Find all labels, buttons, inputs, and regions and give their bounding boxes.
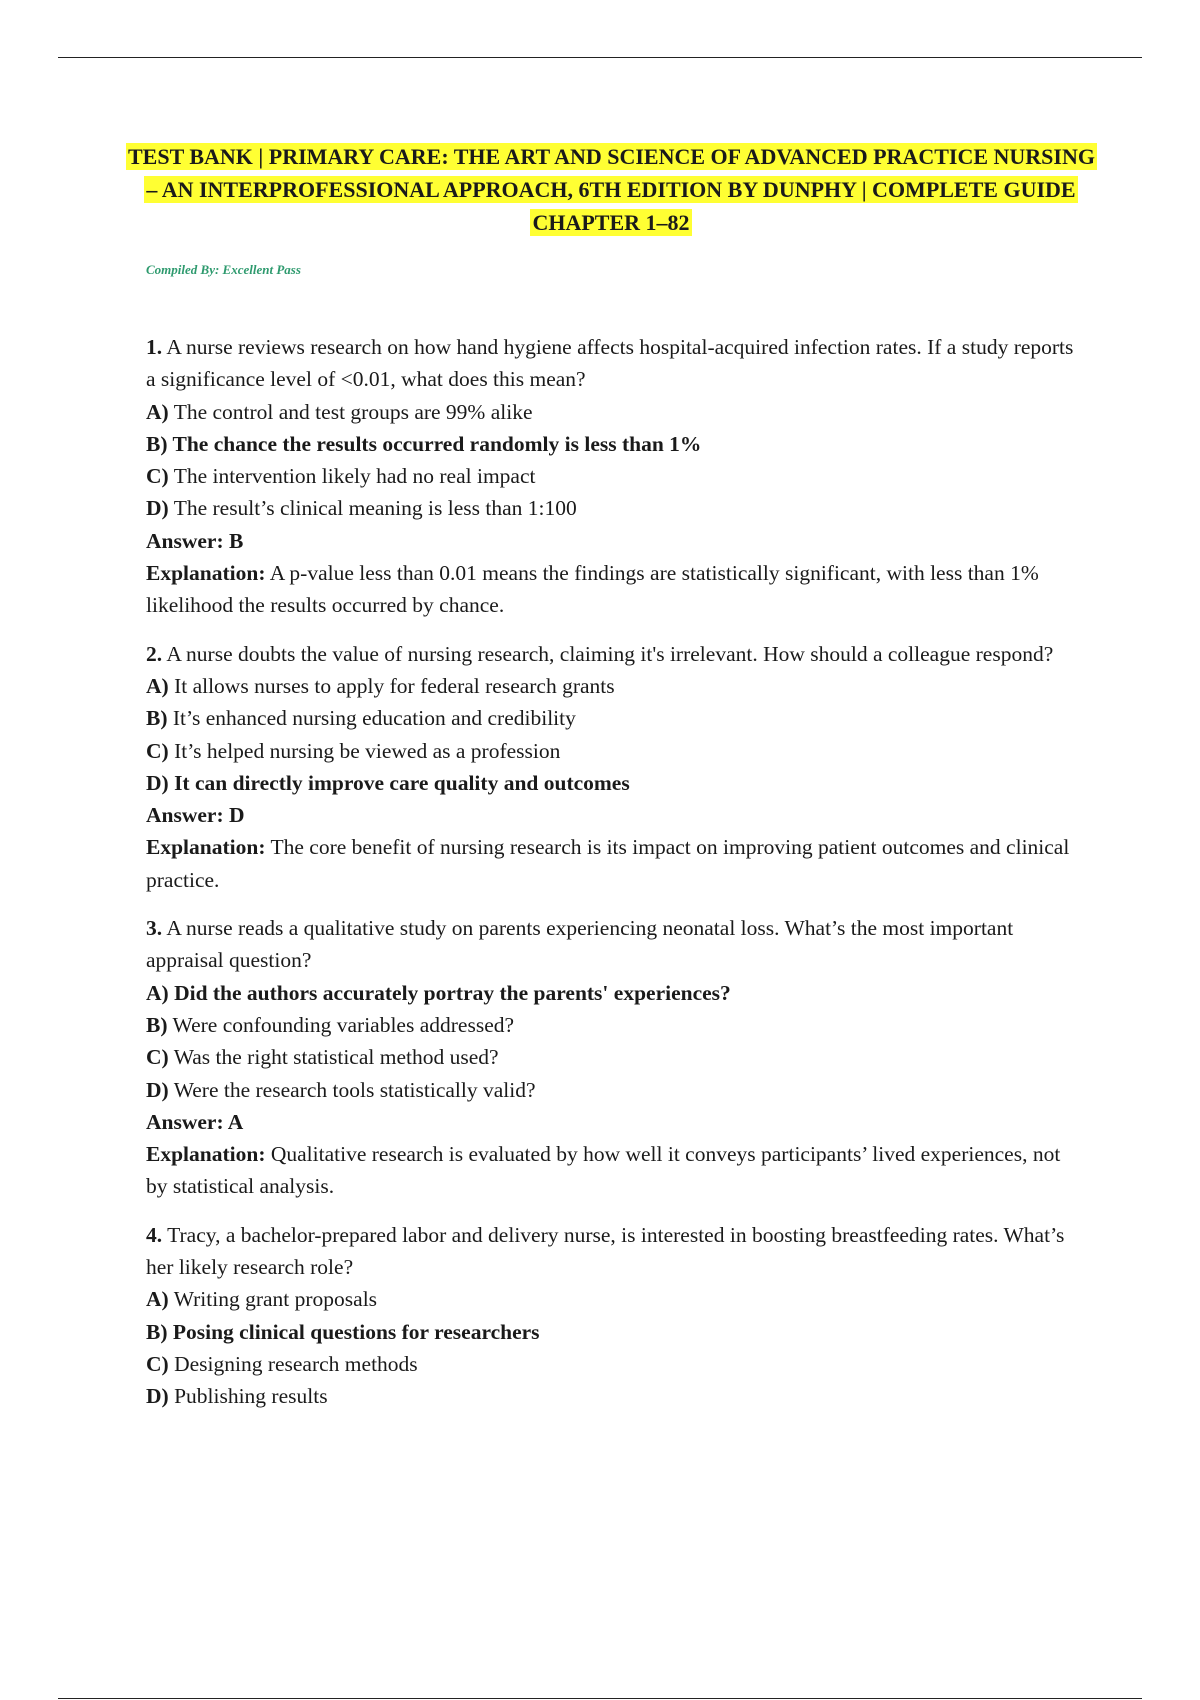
option-b <box>146 702 1076 734</box>
option-c <box>146 1348 1076 1380</box>
question-1 <box>146 331 1076 622</box>
explanation <box>146 831 1076 896</box>
answer-line: Answer: D <box>146 803 245 828</box>
option-letter: C) <box>146 1351 169 1376</box>
option-a <box>146 396 1076 428</box>
option-a <box>146 670 1076 702</box>
option-text: Were the research tools statistically valid? <box>173 1077 536 1102</box>
option-text: It’s enhanced nursing education and credibility <box>172 706 576 731</box>
compiled-by: Compiled By: Excellent Pass <box>146 262 301 277</box>
option-text: The result’s clinical meaning is less than 1:100 <box>173 496 577 521</box>
option-c <box>146 1041 1076 1073</box>
question-stem <box>146 638 1076 670</box>
option-d <box>146 1074 1076 1106</box>
option-letter: C) <box>146 738 169 763</box>
option-letter: B) <box>146 1012 168 1037</box>
option-letter: D) <box>146 1384 169 1409</box>
explanation-label: Explanation: <box>146 835 266 860</box>
option-text: It can directly improve care quality and outcomes <box>174 770 630 795</box>
option-text: Publishing results <box>174 1384 328 1409</box>
option-a <box>146 1283 1076 1315</box>
option-letter: C) <box>146 464 169 489</box>
option-d-correct <box>146 767 1076 799</box>
explanation-label: Explanation: <box>146 1142 266 1167</box>
option-letter: D) <box>146 496 169 521</box>
question-4 <box>146 1219 1076 1413</box>
option-letter: A) <box>146 1287 169 1312</box>
option-letter: A) <box>146 673 169 698</box>
question-text: A nurse reads a qualitative study on parents experiencing neonatal loss. What’s the most important appraisal question? <box>146 916 1014 973</box>
option-d <box>146 1380 1076 1412</box>
answer-line: Answer: A <box>146 1109 244 1134</box>
question-3 <box>146 912 1076 1203</box>
option-letter: B) <box>146 1319 168 1344</box>
answer-line: Answer: B <box>146 528 244 553</box>
option-b-correct <box>146 428 1076 460</box>
question-text: Tracy, a bachelor-prepared labor and delivery nurse, is interested in boosting breastfeeding rates. What’s her likely research role? <box>146 1222 1065 1280</box>
option-text: The intervention likely had no real impact <box>173 464 536 489</box>
top-rule <box>58 57 1142 58</box>
option-text: Did the authors accurately portray the parents' experiences? <box>174 980 731 1005</box>
option-c <box>146 460 1076 492</box>
question-2 <box>146 638 1076 896</box>
explanation-text: A p-value less than 0.01 means the findings are statistically significant, with less than 1% likelihood the results occurred by chance. <box>146 561 1039 618</box>
option-text: Writing grant proposals <box>173 1287 378 1312</box>
option-text: It’s helped nursing be viewed as a profession <box>174 738 561 763</box>
option-text: The chance the results occurred randomly is less than 1% <box>172 431 702 456</box>
option-b-correct <box>146 1316 1076 1348</box>
option-text: Was the right statistical method used? <box>173 1045 499 1070</box>
bottom-rule <box>58 1698 1142 1699</box>
option-letter: A) <box>146 980 169 1005</box>
option-letter: C) <box>146 1045 169 1070</box>
explanation-label: Explanation: <box>146 561 266 586</box>
option-letter: B) <box>146 431 168 456</box>
question-number: 2. <box>146 641 163 666</box>
explanation-text: Qualitative research is evaluated by how well it conveys participants’ lived experiences, not by statistical analysis. <box>146 1142 1061 1199</box>
explanation <box>146 1138 1076 1203</box>
question-stem <box>146 912 1076 977</box>
question-number: 3. <box>146 916 163 941</box>
option-letter: B) <box>146 706 168 731</box>
option-letter: D) <box>146 770 169 795</box>
option-text: The control and test groups are 99% alike <box>173 399 533 424</box>
document-title <box>126 140 1096 239</box>
option-text: Posing clinical questions for researchers <box>172 1319 540 1344</box>
option-b <box>146 1009 1076 1041</box>
option-letter: A) <box>146 399 169 424</box>
explanation-text: The core benefit of nursing research is its impact on improving patient outcomes and clinical practice. <box>146 835 1070 892</box>
question-text: A nurse reviews research on how hand hygiene affects hospital-acquired infection rates. If a study reports a significance level of <0.01, what does this mean? <box>146 335 1074 392</box>
option-d <box>146 492 1076 524</box>
question-number: 1. <box>146 335 163 359</box>
title-highlight: TEST BANK | PRIMARY CARE: THE ART AND SCIENCE OF ADVANCED PRACTICE NURSING – AN INTERPROFESSIONAL APPROACH, 6TH EDITION BY DUNPHY | COMPLETE GUIDE CHAPTER 1–82 <box>128 144 1095 235</box>
option-letter: D) <box>146 1077 169 1102</box>
option-text: Designing research methods <box>174 1351 418 1376</box>
option-text: It allows nurses to apply for federal research grants <box>174 673 615 698</box>
document-page <box>128 140 1095 1429</box>
question-stem <box>146 1219 1076 1284</box>
option-text: Were confounding variables addressed? <box>172 1012 515 1037</box>
option-a-correct <box>146 977 1076 1009</box>
explanation <box>146 557 1076 622</box>
option-c <box>146 735 1076 767</box>
question-number: 4. <box>146 1222 163 1247</box>
question-list <box>146 331 1076 1413</box>
question-text: A nurse doubts the value of nursing research, claiming it's irrelevant. How should a colleague respond? <box>166 641 1054 666</box>
question-stem <box>146 331 1076 396</box>
